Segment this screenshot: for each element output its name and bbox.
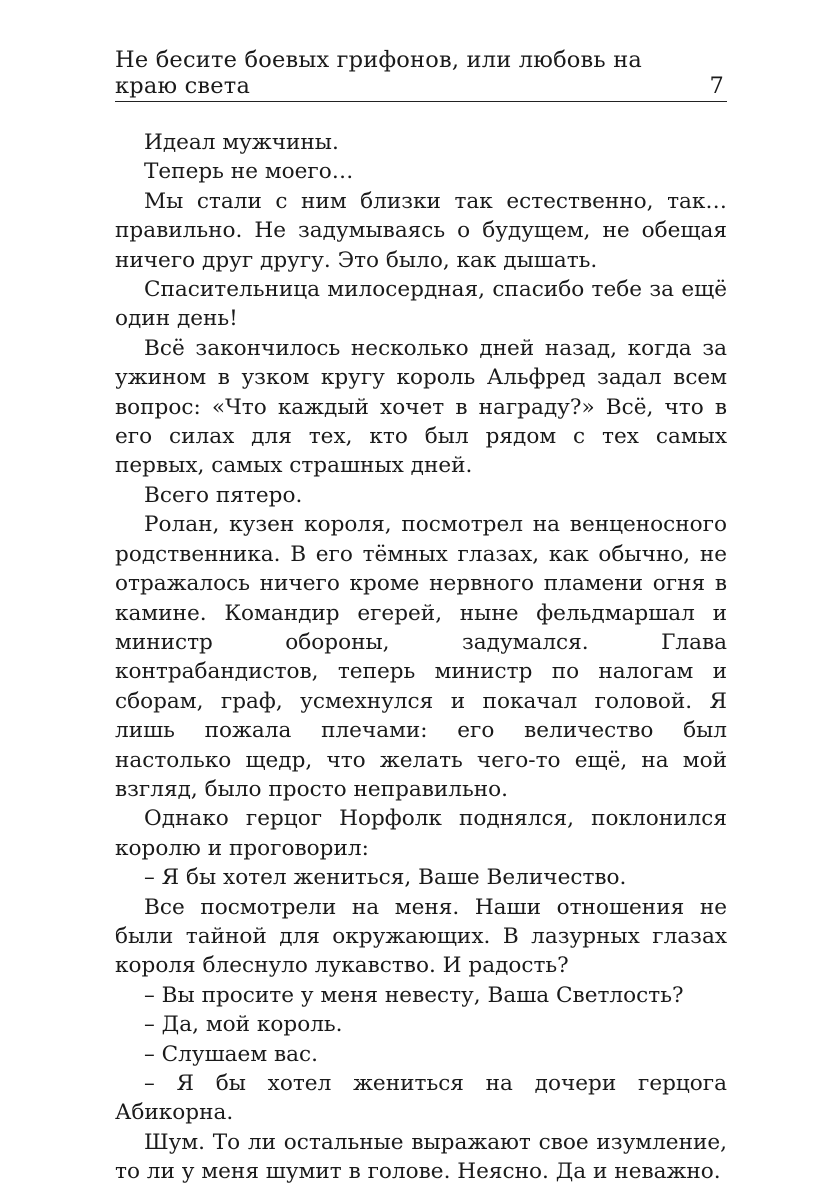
running-header xyxy=(115,47,727,102)
dialogue-line: – Вы просите у меня невесту, Ваша Светлость? xyxy=(144,982,684,1008)
dialogue-line: – Да, мой король. xyxy=(144,1012,343,1038)
paragraph: Всё закончилось несколько дней назад, когда за ужином в узком кругу король Альфред задал всем вопрос: «Что каждый хочет в награду?» Всё, что в его силах для тех, кто был рядом с тех самых первых, самых страшных дней. xyxy=(115,335,727,479)
paragraph: Мы стали с ним близки так естественно, так… правильно. Не задумываясь о будущем, не обещая ничего друг другу. Это было, как дышать. xyxy=(115,188,727,273)
body-text xyxy=(115,128,727,1187)
paragraph: Ролан, кузен короля, посмотрел на венценосного родственника. В его тёмных глазах, как обычно, не отражалось ничего кроме нервного пламени огня в камине. Командир егерей, ныне фельдмаршал и министр обороны, задумался. Глава контрабандистов, теперь министр по налогам и сборам, граф, усмехнулся и покачал головой. Я лишь пожала плечами: его величество был настолько щедр, что желать чего-то ещё, на мой взгляд, было просто неправильно. xyxy=(115,512,727,802)
paragraph: Теперь не моего… xyxy=(144,159,354,185)
page-number: 7 xyxy=(709,73,724,99)
dialogue-line: – Слушаем вас. xyxy=(144,1041,318,1067)
paragraph: Всего пятеро. xyxy=(144,482,303,508)
dialogue-line: – Я бы хотел жениться на дочери герцога Абикорна. xyxy=(115,1071,727,1126)
paragraph: Шум. То ли остальные выражают свое изумление, то ли у меня шумит в голове. Неясно. Да и неважно. xyxy=(115,1129,727,1185)
running-header-title: Не бесите боевых грифонов, или любовь на краю света xyxy=(115,47,643,99)
dialogue-line: – Я бы хотел жениться, Ваше Величество. xyxy=(144,865,627,891)
paragraph: Однако герцог Норфолк поднялся, поклонился королю и проговорил: xyxy=(115,806,727,861)
paragraph: Все посмотрели на меня. Наши отношения не были тайной для окружающих. В лазурных глазах короля блеснуло лукавство. И радость? xyxy=(115,894,727,979)
paragraph: Спасительница милосердная, спасибо тебе за ещё один день! xyxy=(115,277,727,332)
paragraph: Идеал мужчины. xyxy=(144,130,339,155)
